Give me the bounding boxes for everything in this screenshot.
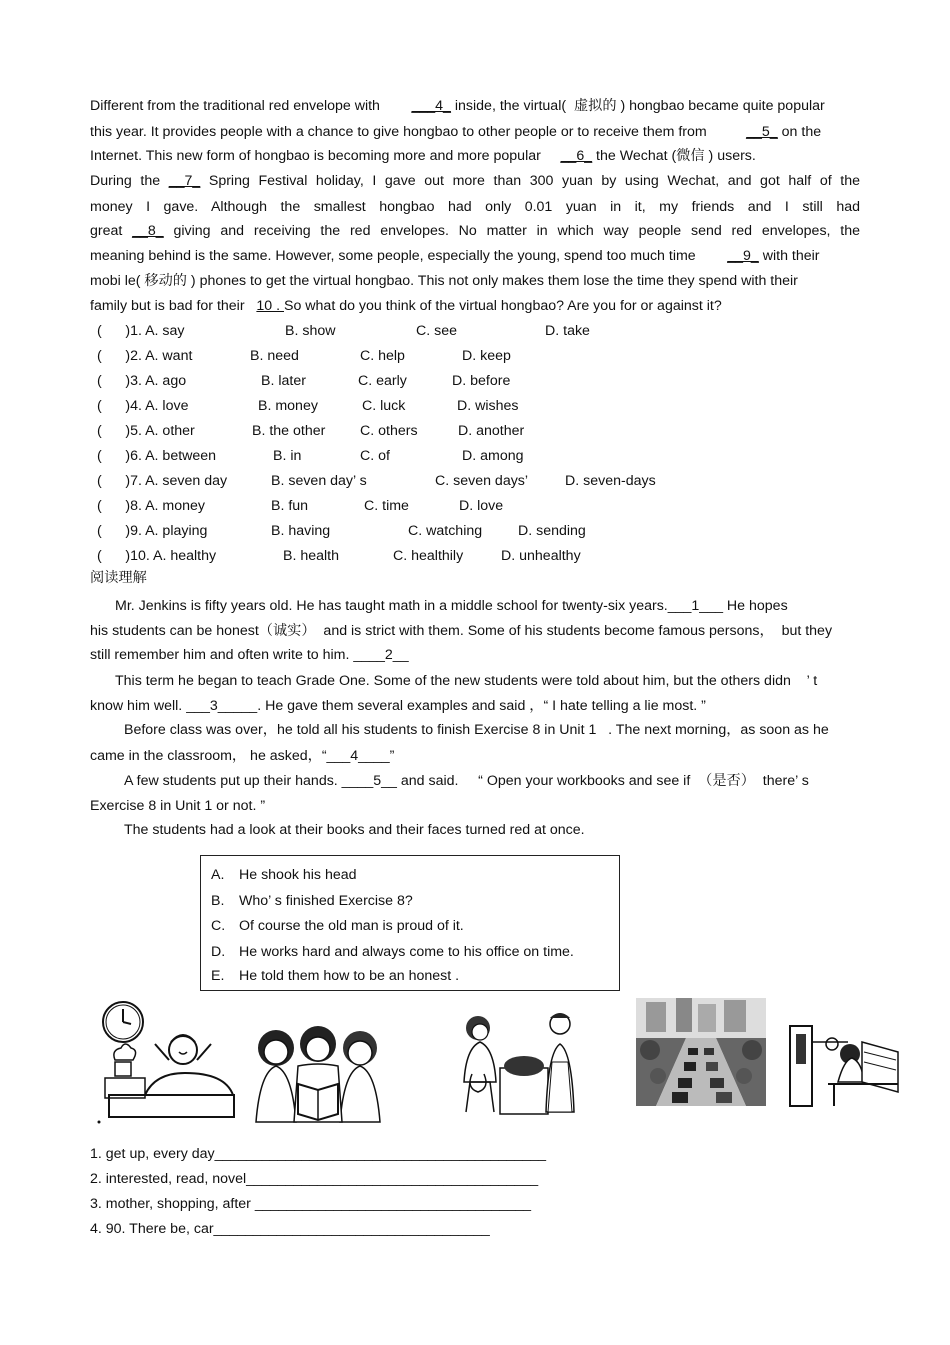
cloze-text: family but is bad for their: [90, 298, 257, 314]
children-reading-icon: [248, 1022, 388, 1124]
question-option-a: ( )5. A. other: [97, 423, 195, 439]
reading-line: his students can be honest（诚实） and is strict with them. Some of his students become famous persons， but they: [90, 623, 833, 639]
question-option-c: C. seven days’: [435, 473, 529, 489]
traffic-cars-icon: [636, 998, 766, 1106]
question-option-d: D. before: [452, 373, 511, 389]
question-option-c: C. time: [364, 498, 409, 514]
question-option-a: ( )8. A. money: [97, 498, 206, 514]
cloze-line: [90, 297, 722, 315]
cloze-text: inside, the virtual( 虚拟的 ) hongbao became quite popular: [450, 98, 825, 114]
question-option-b: B. fun: [271, 498, 309, 514]
cloze-text: this year. It provides people with a chance to give hongbao to other people or to receive them from: [90, 124, 747, 140]
cloze-text: giving and receiving the red envelopes. No matter in which way people send red envelopes, the: [163, 223, 860, 239]
question-option-c: C. healthily: [393, 548, 464, 564]
question-option-c: C. others: [360, 423, 418, 439]
answer-blank: 10 .: [256, 298, 284, 314]
question-option-a: ( )9. A. playing: [97, 523, 208, 539]
box-option: A. He shook his head: [211, 867, 357, 883]
reading-line: know him well. ___3_____. He gave them several examples and said ，“ I hate telling a lie most. ”: [90, 698, 706, 714]
question-option-b: B. having: [271, 523, 331, 539]
question-option-d: D. sending: [518, 523, 586, 539]
cloze-line: [90, 123, 821, 141]
question-option-b: B. later: [261, 373, 306, 389]
cloze-text: Spring Festival holiday, I gave out more than 300 yuan by using Wechat, and got half of the: [200, 173, 860, 189]
reading-line: The students had a look at their books and their faces turned red at once.: [124, 822, 585, 838]
answer-blank: __6_: [560, 148, 593, 164]
cloze-line: [90, 222, 860, 240]
question-option-b: B. the other: [252, 423, 326, 439]
answer-blank: __8_: [132, 223, 164, 239]
question-option-b: B. in: [273, 448, 302, 464]
window-person-icon: [788, 1022, 900, 1108]
fill-in-line: 3. mother, shopping, after ___________________________________: [90, 1196, 531, 1212]
reading-heading: 阅读理解: [90, 570, 147, 586]
reading-line: still remember him and often write to him. ____2__: [90, 647, 409, 663]
question-option-b: B. need: [250, 348, 299, 364]
question-option-c: C. early: [358, 373, 407, 389]
reading-line: Exercise 8 in Unit 1 or not. ”: [90, 798, 266, 814]
question-option-c: C. see: [416, 323, 458, 339]
reading-line: Mr. Jenkins is fifty years old. He has taught math in a middle school for twenty-six years.___1___ He hopes: [115, 598, 788, 614]
question-option-a: ( )3. A. ago: [97, 373, 187, 389]
question-option-a: ( )7. A. seven day: [97, 473, 228, 489]
cloze-text: meaning behind is the same. However, some people, especially the young, spend too much time: [90, 248, 728, 264]
fill-in-line: 1. get up, every day__________________________________________: [90, 1146, 547, 1162]
box-option: E. He told them how to be an honest .: [211, 968, 460, 984]
box-option: C. Of course the old man is proud of it.: [211, 918, 464, 934]
answer-blank: __7_: [168, 173, 201, 189]
clock-bed-icon: [95, 1000, 240, 1125]
cloze-line: [90, 97, 825, 115]
question-option-a: ( )2. A. want: [97, 348, 193, 364]
cloze-text: Internet. This new form of hongbao is becoming more and more popular: [90, 148, 561, 164]
cloze-text: Different from the traditional red envelope with: [90, 98, 412, 114]
shopping-icon: [450, 1012, 595, 1116]
question-option-a: ( )1. A. say: [97, 323, 185, 339]
reading-line: This term he began to teach Grade One. Some of the new students were told about him, but the others didn ’ t: [115, 673, 818, 689]
answer-blank: ___4_: [411, 98, 451, 114]
question-option-b: B. health: [283, 548, 340, 564]
cloze-line: [90, 147, 756, 165]
question-option-d: D. love: [459, 498, 504, 514]
question-option-c: C. luck: [362, 398, 406, 414]
answer-blank: __5_: [746, 124, 778, 140]
question-option-d: D. take: [545, 323, 590, 339]
cloze-line: [90, 247, 820, 265]
question-option-a: ( )10. A. healthy: [97, 548, 217, 564]
box-option: D. He works hard and always come to his office on time.: [211, 944, 574, 960]
question-option-d: D. another: [458, 423, 525, 439]
cloze-text: mobi le( 移动的 ) phones to get the virtual hongbao. This not only makes them lose the time they spend with their: [90, 273, 798, 289]
cloze-line: [90, 172, 860, 190]
cloze-line: [90, 272, 798, 290]
question-option-b: B. show: [285, 323, 336, 339]
cloze-text: great: [90, 223, 133, 239]
answer-blank: __9_: [727, 248, 759, 264]
question-option-a: ( )4. A. love: [97, 398, 189, 414]
question-option-d: D. wishes: [457, 398, 519, 414]
fill-in-line: 4. 90. There be, car___________________________________: [90, 1221, 490, 1237]
reading-line: Before class was over，he told all his students to finish Exercise 8 in Unit 1 . The next morning，as soon as he: [124, 722, 829, 738]
fill-in-line: 2. interested, read, novel_____________________________________: [90, 1171, 539, 1187]
cloze-text: During the: [90, 173, 169, 189]
cloze-line: [90, 198, 860, 216]
question-option-d: D. seven-days: [565, 473, 656, 489]
cloze-text: the Wechat (微信 ) users.: [592, 148, 756, 164]
cloze-text: on the: [777, 124, 822, 140]
question-option-d: D. unhealthy: [501, 548, 581, 564]
cloze-text: with their: [758, 248, 820, 264]
question-option-b: B. seven day’ s: [271, 473, 367, 489]
question-option-b: B. money: [258, 398, 318, 414]
question-option-c: C. of: [360, 448, 390, 464]
cloze-text: So what do you think of the virtual hongbao? Are you for or against it?: [284, 298, 722, 314]
box-option: B. Who’ s finished Exercise 8?: [211, 893, 413, 909]
cloze-text: money I gave. Although the smallest hongbao had only 0.01 yuan in it, my friends and I still had: [90, 199, 860, 215]
reading-line: came in the classroom， he asked，“___4____”: [90, 748, 395, 764]
question-option-d: D. among: [462, 448, 524, 464]
reading-line: A few students put up their hands. ____5__ and said. “ Open your workbooks and see if （是否） there’ s: [124, 773, 809, 789]
question-option-c: C. watching: [408, 523, 483, 539]
options-box: [200, 855, 620, 991]
question-option-c: C. help: [360, 348, 405, 364]
question-option-a: ( )6. A. between: [97, 448, 217, 464]
question-option-d: D. keep: [462, 348, 511, 364]
